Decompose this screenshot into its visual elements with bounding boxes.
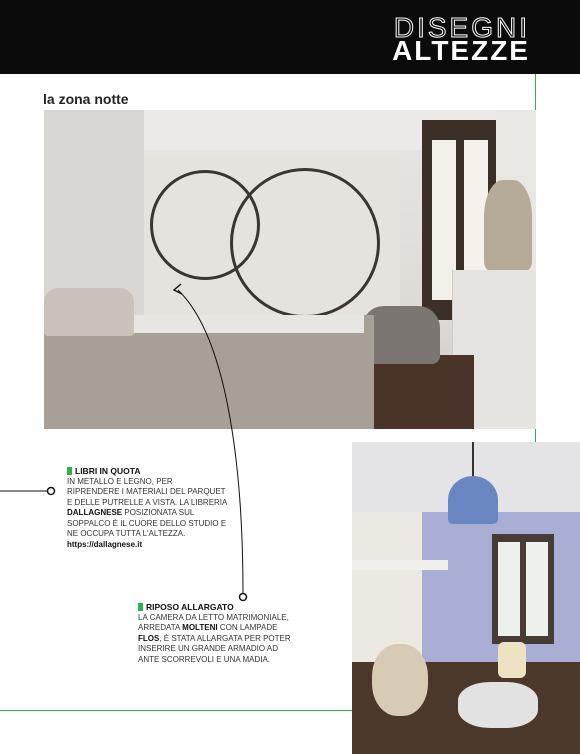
caption-text: LA CAMERA DA LETTO MATRIMONIALE, ARREDATA [138,612,289,632]
caption-brand: FLOS [138,633,160,643]
green-accent-line [0,710,352,711]
caption-title: LIBRI IN QUOTA [67,466,227,477]
caption-text: , È STATA ALLARGATA PER POTER INSERIRE UN GRANDE ARMADIO AD ANTE SCORREVOLI E UNA MADIA. [138,633,291,664]
section-title: la zona notte [43,91,129,107]
caption-text: IN METALLO E LEGNO, PER RIPRENDERE I MATERIALI DEL PARQUET E DELLE PUTRELLE A VISTA. LA LIBRERIA [67,476,227,507]
header-bar [0,0,580,74]
caption-brand: MOLTENI [182,623,218,632]
caption-text: CON LAMPADE [219,623,278,632]
caption-text: POSIZIONATA SUL SOPPALCO È IL CUORE DELLO STUDIO E NE OCCUPA TUTTA L'ALTEZZA. [67,508,227,538]
caption-libri-in-quota [67,466,227,550]
caption-url[interactable]: https://dallagnese.it [67,539,143,549]
kids-room-photo [352,442,580,754]
caption-brand: DALLAGNESE [67,508,123,517]
caption-title: RIPOSO ALLARGATO [138,602,298,613]
header-title-bold: ALTEZZE [392,35,530,66]
bedroom-photo [44,110,536,429]
caption-riposo-allargato [138,602,298,665]
header-title-outline: DISEGNI [393,12,530,43]
